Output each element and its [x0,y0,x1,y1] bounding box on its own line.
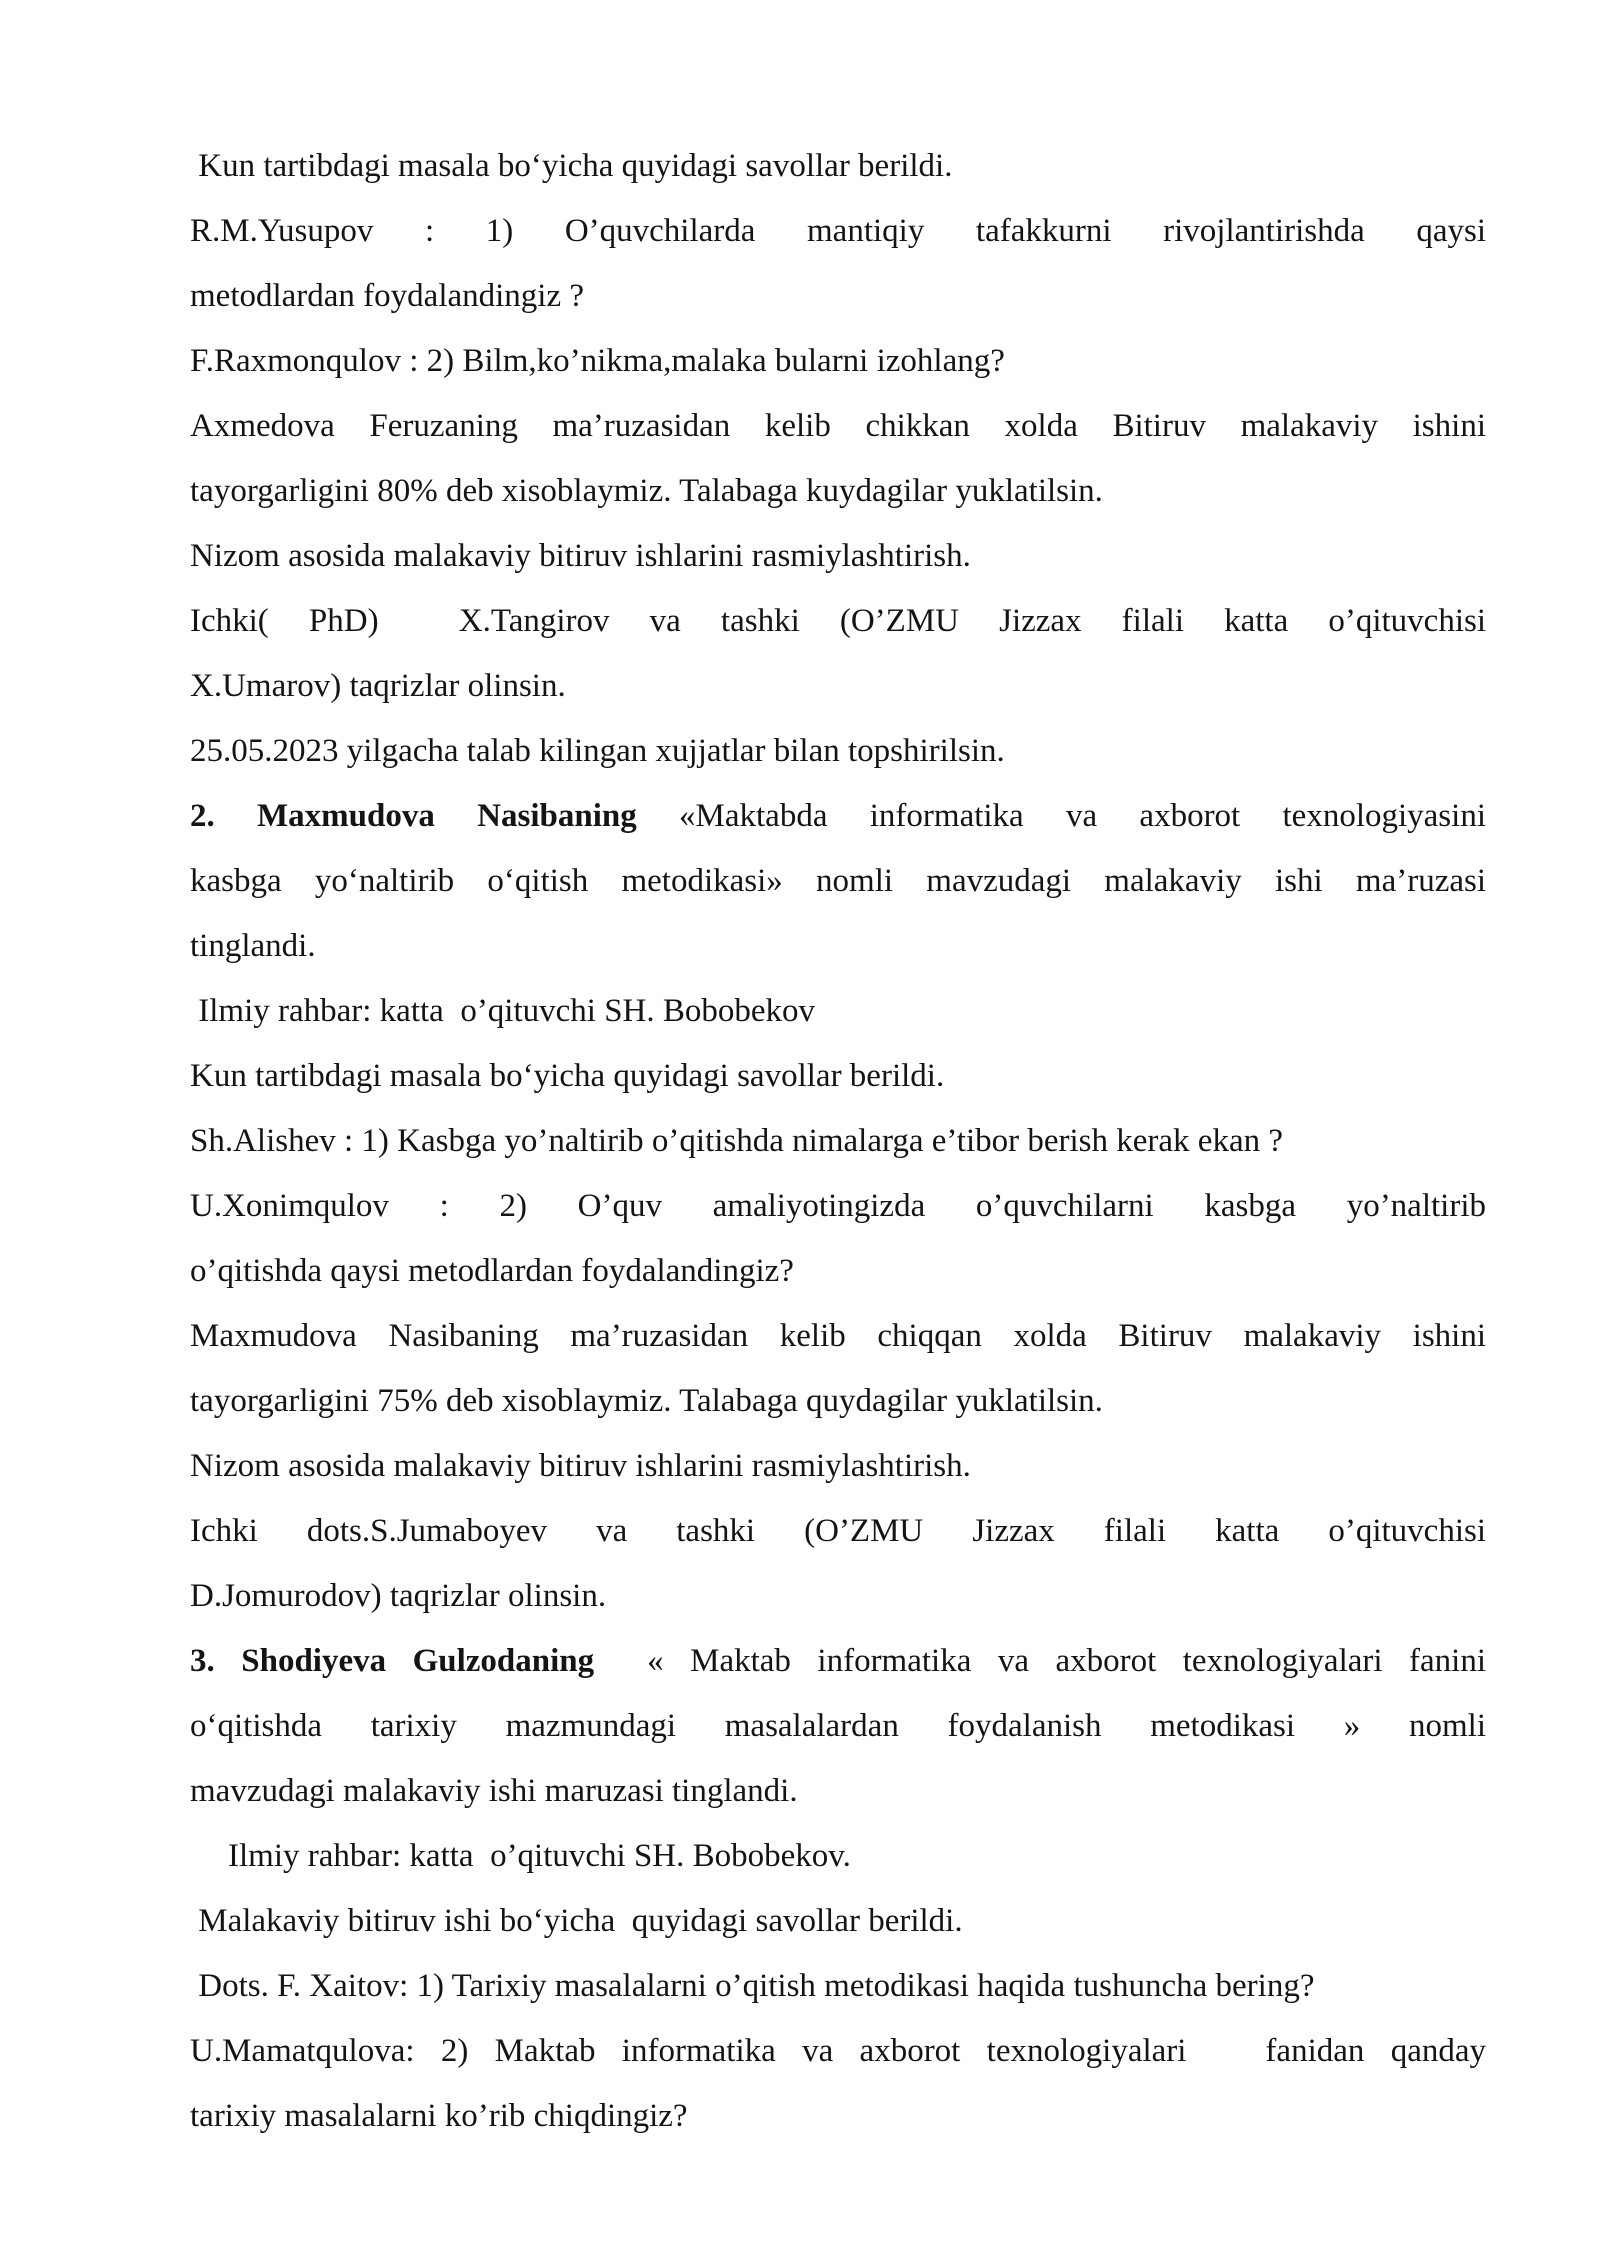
question-1-line-2: metodlardan foydalandingiz ? [190,278,585,314]
conclusion-line-2: tayorgarligini 80% deb xisoblaymiz. Talabaga kuydagilar yuklatilsin. [190,473,1103,509]
question-2: F.Raxmonqulov : 2) Bilm,ko’nikma,malaka bularni izohlang? [190,343,1005,379]
conclusion-line-1: Axmedova Feruzaning ma’ruzasidan kelib chikkan xolda Bitiruv malakaviy ishini [190,408,1486,444]
section-3-title-line-2: o‘qitishda tarixiy mazmundagi masalalardan foydalanish metodikasi » nomli [190,1708,1486,1744]
section-2-title-line-1 [190,784,1486,849]
section-3-supervisor: Ilmiy rahbar: katta o’qituvchi SH. Bobobekov. [228,1838,851,1874]
section-2-conclusion-line-2: tayorgarligini 75% deb xisoblaymiz. Talabaga quydagilar yuklatilsin. [190,1383,1103,1419]
reviewers-line-1: Ichki( PhD) X.Tangirov va tashki (O’ZMU Jizzax filali katta o’qituvchisi [190,603,1486,639]
reviewers-line-2: X.Umarov) taqrizlar olinsin. [190,668,566,704]
document-page [190,134,1486,2149]
questions-intro-1: Kun tartibdagi masala bo‘yicha quyidagi savollar berildi. [190,148,953,184]
question-1-line-1: R.M.Yusupov : 1) O’quvchilarda mantiqiy tafakkurni rivojlantirishda qaysi [190,213,1486,249]
section-3-question-2-line-1: U.Mamatqulova: 2) Maktab informatika va axborot texnologiyalari fanidan qanday [190,2033,1486,2069]
section-2-supervisor: Ilmiy rahbar: katta o’qituvchi SH. Bobobekov [190,993,816,1029]
section-3-question-2-line-2: tarixiy masalalarni ko’rib chiqdingiz? [190,2098,688,2134]
section-2-reviewers-line-1: Ichki dots.S.Jumaboyev va tashki (O’ZMU Jizzax filali katta o’qituvchisi [190,1513,1486,1549]
section-3-title-start: « Maktab informatika va axborot texnologiyalari fanini [594,1643,1486,1679]
section-2-reviewers-line-2: D.Jomurodov) taqrizlar olinsin. [190,1578,607,1614]
section-2-student-name: 2. Maxmudova Nasibaning [190,798,637,834]
section-2-nizom-line: Nizom asosida malakaviy bitiruv ishlarini rasmiylashtirish. [190,1448,971,1484]
section-2-question-1: Sh.Alishev : 1) Kasbga yo’naltirib o’qitishda nimalarga e’tibor berish kerak ekan ? [190,1123,1283,1159]
section-2-question-2-line-1: U.Xonimqulov : 2) O’quv amaliyotingizda o’quvchilarni kasbga yo’naltirib [190,1188,1486,1224]
section-3-title-line-1 [190,1629,1486,1694]
section-3-questions-intro: Malakaviy bitiruv ishi bo‘yicha quyidagi savollar berildi. [190,1903,963,1939]
section-2-title-line-2: kasbga yo‘naltirib o‘qitish metodikasi» nomli mavzudagi malakaviy ishi ma’ruzasi [190,863,1486,899]
section-3-question-1: Dots. F. Xaitov: 1) Tarixiy masalalarni o’qitish metodikasi haqida tushuncha bering? [190,1968,1315,2004]
section-2-title-line-3: tinglandi. [190,928,316,964]
deadline-line: 25.05.2023 yilgacha talab kilingan xujjatlar bilan topshirilsin. [190,733,1005,769]
section-2-questions-intro: Kun tartibdagi masala bo‘yicha quyidagi savollar berildi. [190,1058,945,1094]
section-3-student-name: 3. Shodiyeva Gulzodaning [190,1643,595,1679]
section-2-title-start: «Maktabda informatika va axborot texnologiyasini [636,798,1486,834]
nizom-line: Nizom asosida malakaviy bitiruv ishlarini rasmiylashtirish. [190,538,971,574]
section-3-title-line-3: mavzudagi malakaviy ishi maruzasi tinglandi. [190,1773,798,1809]
section-2-conclusion-line-1: Maxmudova Nasibaning ma’ruzasidan kelib chiqqan xolda Bitiruv malakaviy ishini [190,1318,1486,1354]
section-2-question-2-line-2: o’qitishda qaysi metodlardan foydalandingiz? [190,1253,794,1289]
